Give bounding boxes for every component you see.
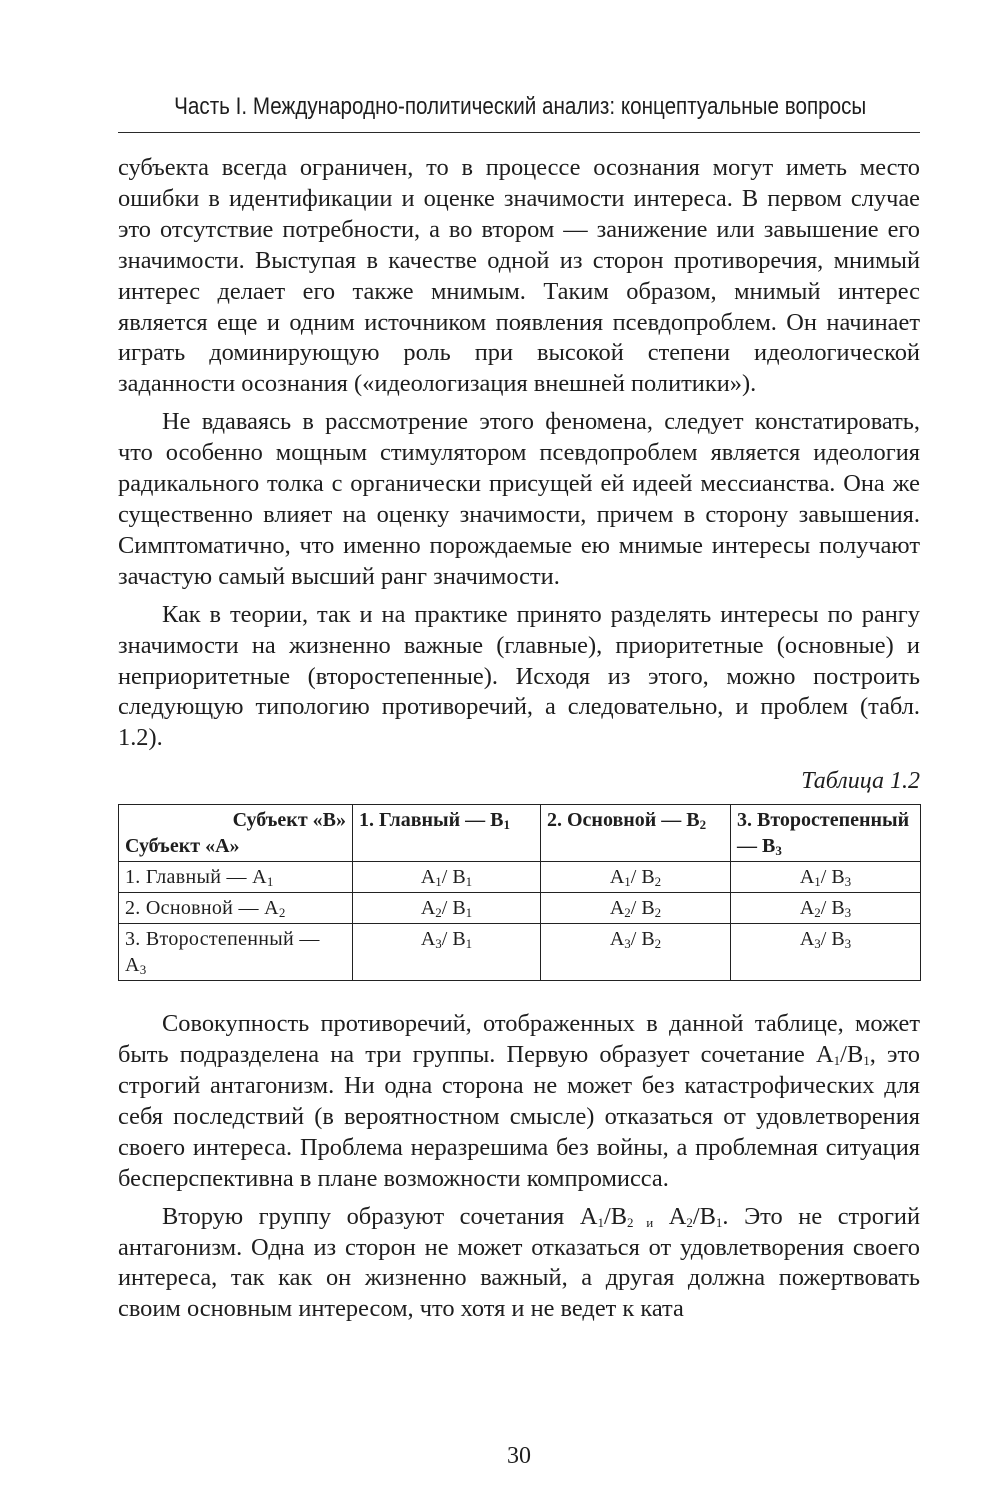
paragraph-2: Не вдаваясь в рассмотрение этого феномена, следует констатировать, что особенно мощным стимулятором псевдопроблем является идеология радикального толка с органически присущей ей идеей мессианства. Она же существенно влияет на оценку значимости, причем в сторону завышения. Симптоматично, что именно порождаемые ею мнимые интересы получают зачастую самый высший ранг значимости. [118,408,920,590]
cell-sub-a: 3 [624,936,631,952]
book-page [118,88,920,1468]
cell-sub-b: 1 [465,905,473,921]
col-header-sub: 1 [503,817,510,833]
paragraph-1: субъекта всегда ограничен, то в процессе осознания могут иметь место ошибки в идентификации и оценке значимости интереса. В первом случае это отсутствие потребности, а во втором — занижение или завышение его значимости. Выступая в качестве одной из сторон противоречия, мнимый интерес делает его также мнимым. Таким образом, мнимый интерес является еще и одним источником появления псевдопроблем. Он начинает играть доминирующую роль при высокой степени идеологической заданности осознания («идеологизация внешней политики»). [118,154,920,398]
text-run: . Это не строгий антагонизм. Одна из сторон не может отказаться от удовлетворения своего интереса, так как он жизненно важный, а другая должна пожертвовать своим основным интересом, что хотя и не ведет к ката [118,1202,920,1323]
table-row [119,924,921,981]
text-sub: 1 [597,1214,604,1230]
text-sub: 1 [863,1053,870,1069]
col-header-2 [541,805,731,862]
row-head-sub: 3 [139,962,147,978]
contradiction-table [118,804,921,981]
row-head-3 [119,924,353,981]
cell-sub-b: 1 [465,936,473,952]
cell-sub-a: 3 [435,936,442,952]
text-run: Совокупность противоречий, отображенных в данной таблице, может быть подразделена на три группы. Первую образует сочетание A [118,1010,920,1069]
col-header-label: 2. Основной — B [547,809,700,832]
cell-sub-b: 1 [465,874,473,890]
cell-sub-b: 2 [654,936,662,952]
table-cell: $A_1/$ $B_1$ [353,862,541,893]
cell-sub-b: 3 [844,936,852,952]
table-cell: $A_3/$ $B_1$ [353,924,541,981]
cell-sub-a: 1 [624,874,631,890]
text-sub: 2 [686,1214,693,1230]
table-cell: $A_1/$ $B_3$ [731,862,921,893]
text-run: A [653,1202,687,1230]
table-cell: $A_2/$ $B_3$ [731,893,921,924]
col-header-label: 1. Главный — B [359,809,504,832]
row-head-sub: 1 [266,874,274,890]
corner-subject-b: Субъект «В» [232,809,346,832]
cell-sub-b: 3 [844,905,852,921]
row-head-label: 2. Основной — A [125,897,279,920]
row-head-2 [119,893,353,924]
cell-sub-b: 2 [654,874,662,890]
table-row [119,862,921,893]
cell-sub-a: 1 [435,874,442,890]
col-header-label: 3. Второстепенный — B [737,809,910,858]
cell-sub-a: 2 [624,905,631,921]
table-cell: $A_3/$ $B_3$ [731,924,921,981]
text-sub: 1 [715,1214,723,1230]
col-header-3 [731,805,921,862]
body-text-continued [118,1009,920,1325]
col-header-1 [353,805,541,862]
table-cell: $A_3/$ $B_2$ [541,924,731,981]
header-rule [118,132,920,133]
cell-sub-b: 2 [654,905,662,921]
cell-sub-a: 2 [814,905,821,921]
paragraph-5 [118,1202,920,1326]
table-cell: $A_2/$ $B_1$ [353,893,541,924]
page-number: 30 [507,1443,531,1469]
text-run: , это строгий антагонизм. Ни одна сторона не может без катастрофических для себя последствий (в вероятностном смысле) отказаться от удовлетворения своего интереса. Проблема неразрешима без войны, а проблемная ситуация бесперспективна в плане возможности компромисса. [118,1041,920,1192]
table-header-row [119,805,921,862]
row-head-label: 1. Главный — A [125,866,267,889]
text-sub: 2 и [626,1214,654,1230]
table-cell: $A_1/$ $B_2$ [541,862,731,893]
table-row [119,893,921,924]
text-sub: 1 [833,1053,841,1069]
cell-sub-a: 2 [435,905,442,921]
table-caption: Таблица 1.2 [801,768,920,795]
cell-sub-a: 3 [814,936,821,952]
running-head: Часть I. Международно-политический анализ: концептуальные вопросы [174,93,867,120]
table-cell: $A_2/$ $B_2$ [541,893,731,924]
col-header-sub: 2 [699,817,707,833]
table-corner-cell [119,805,353,862]
body-text [118,153,920,754]
cell-sub-a: 1 [814,874,821,890]
col-header-sub: 3 [775,843,782,859]
paragraph-3: Как в теории, так и на практике принято разделять интересы по рангу значимости на жизненно важные (главные), приоритетные (основные) и неприоритетные (второстепенные). Исходя из этого, можно построить следующую типологию противоречий, а следовательно, и проблем (табл. 1.2). [118,600,920,752]
text-run: /B [840,1041,864,1069]
corner-subject-a: Субъект «А» [125,835,240,858]
row-head-label: 3. Второстепенный — A [125,928,320,977]
text-run: /B [603,1202,627,1230]
row-head-sub: 2 [278,905,286,921]
text-run: Вторую группу образуют сочетания A [162,1202,598,1230]
row-head-1 [119,862,353,893]
text-run: /B [692,1202,716,1230]
paragraph-4 [118,1009,920,1194]
cell-sub-b: 3 [844,874,852,890]
